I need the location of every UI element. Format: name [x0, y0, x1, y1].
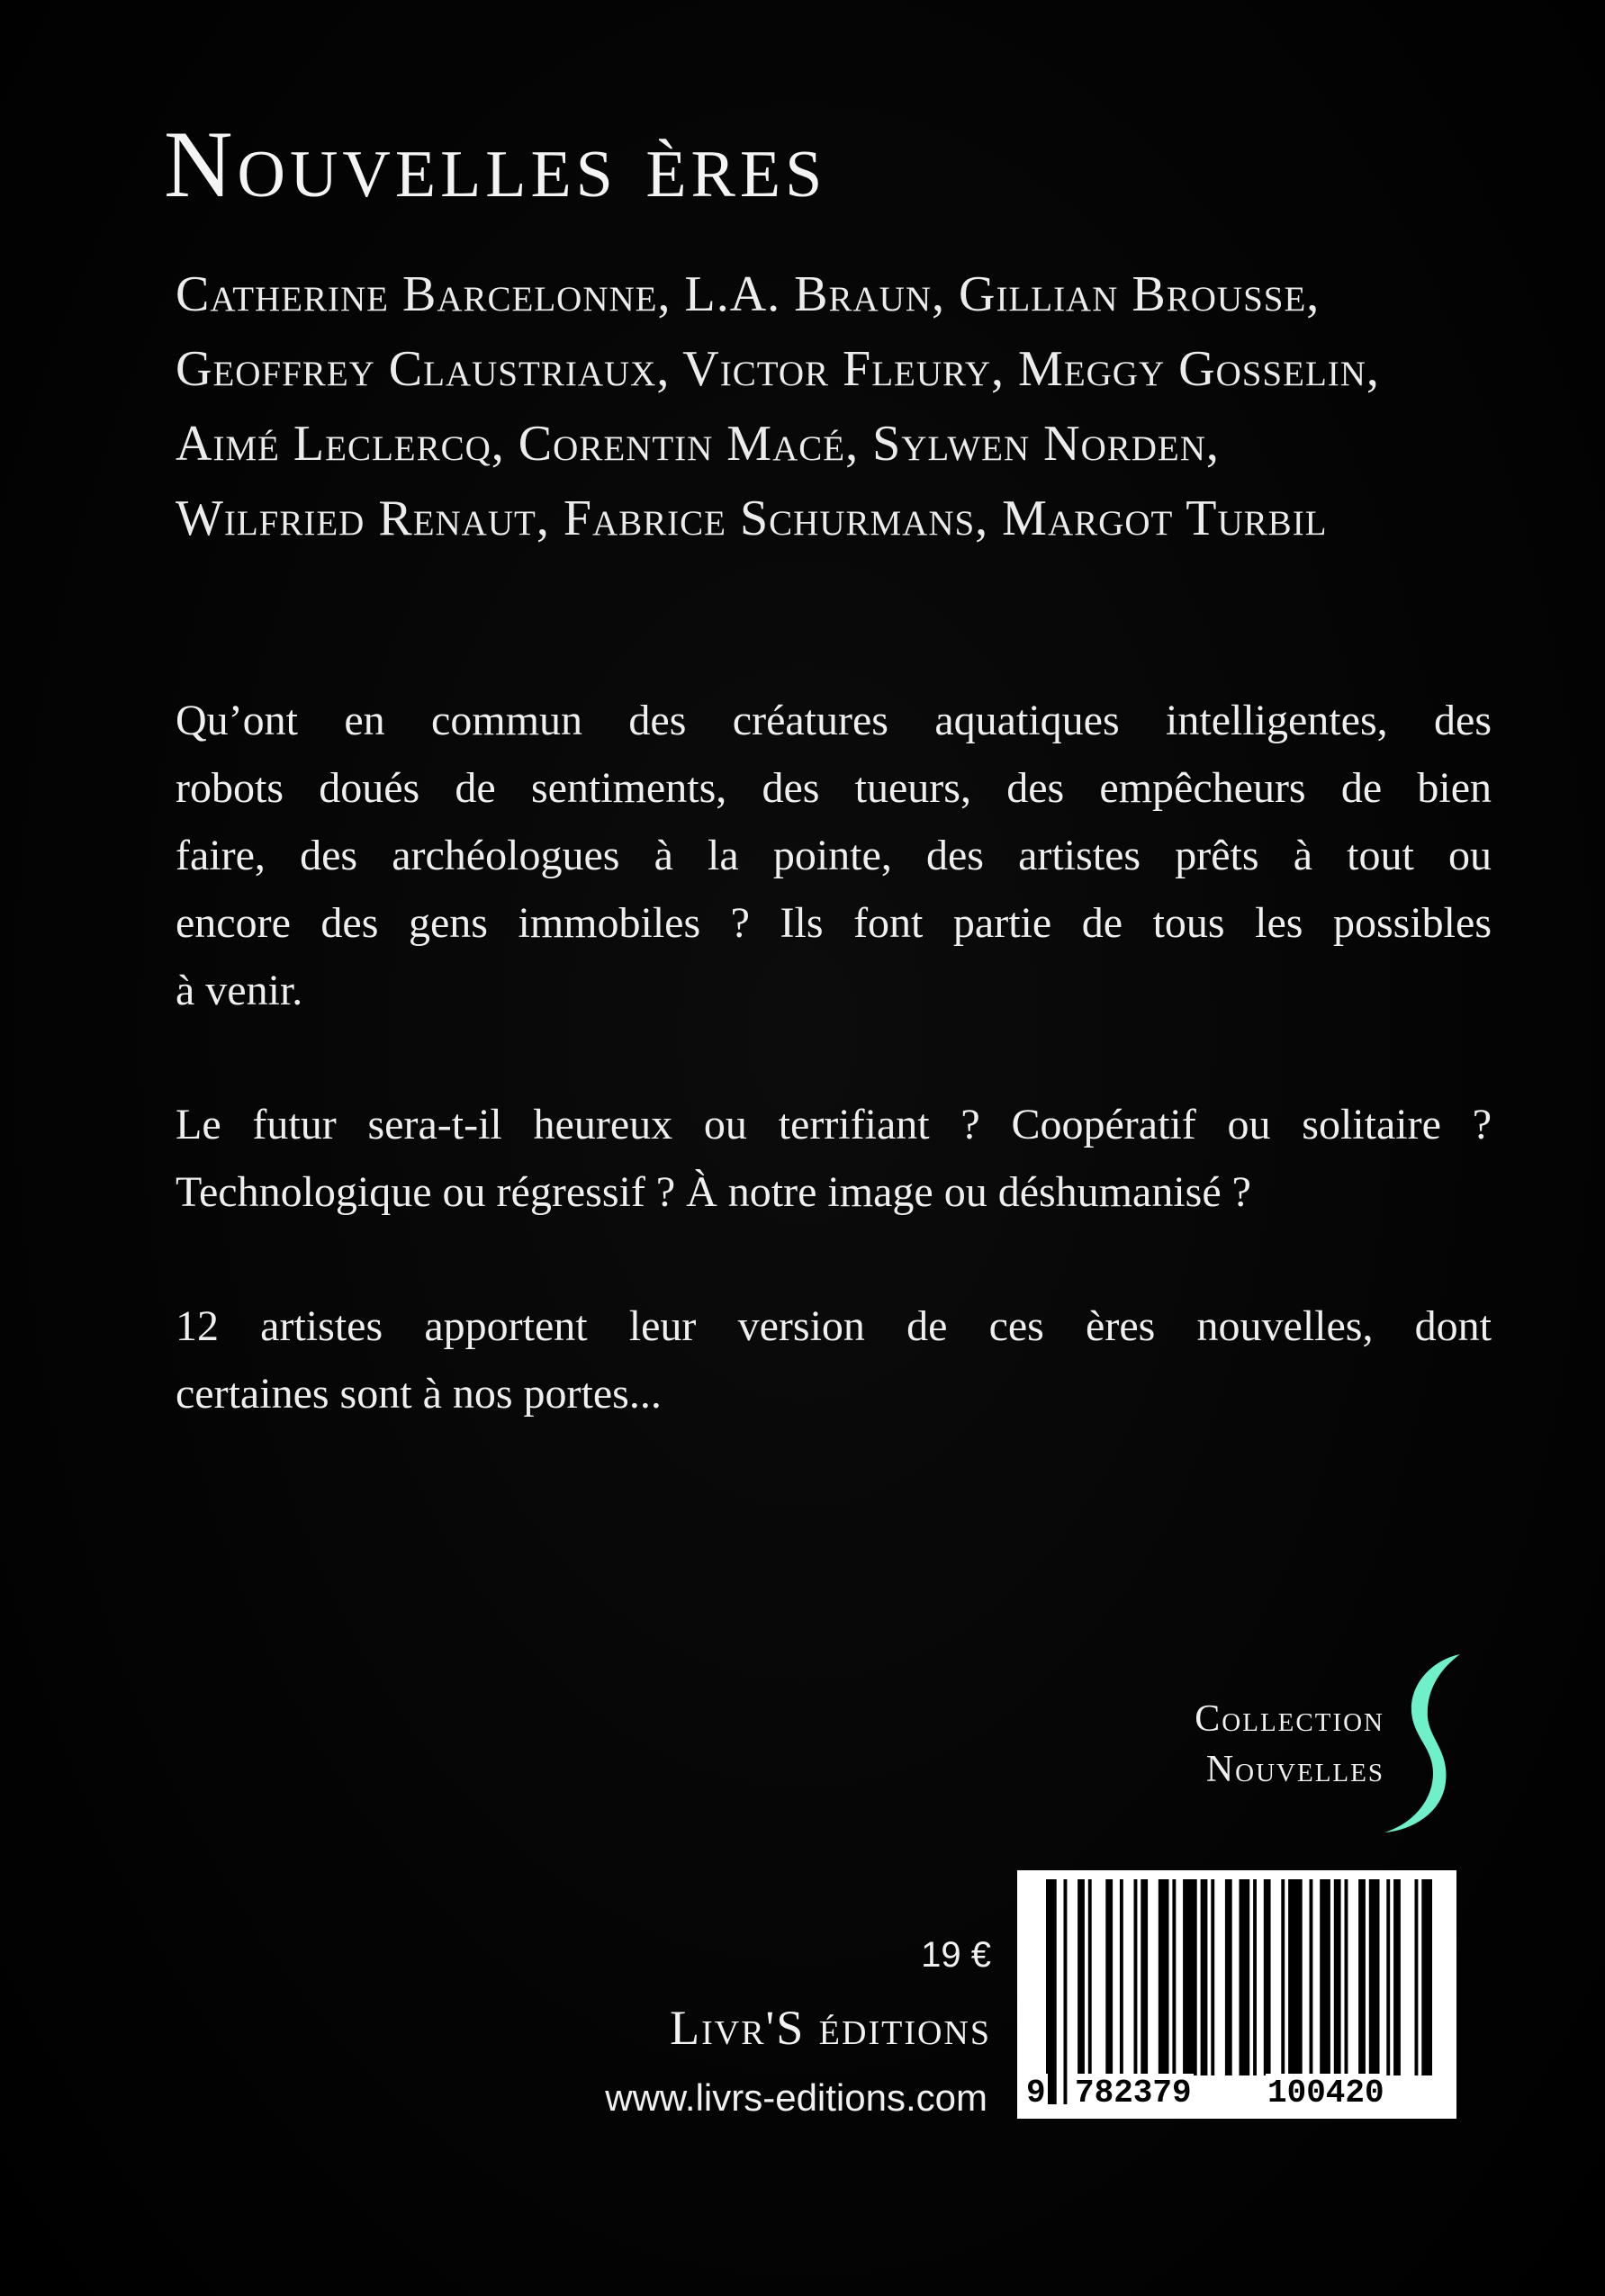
barcode-bar [1172, 1879, 1176, 2075]
blurb-line: encore des gens immobiles ? Ils font partie de tous les possibles [176, 899, 1492, 947]
blurb-line: certaines sont à nos portes... [176, 1370, 662, 1418]
barcode-bar [1358, 1879, 1366, 2075]
author-line: Aimé Leclercq, Corentin Macé, Sylwen Norden, [176, 416, 1220, 472]
collection-label-line-1: Collection [1195, 1698, 1384, 1740]
barcode-bar [1141, 1879, 1148, 2075]
barcode-bar [1105, 1879, 1113, 2075]
blurb-line: à venir. [176, 967, 303, 1014]
blurb-line: Technologique ou régressif ? À notre image ou déshumanisé ? [176, 1168, 1251, 1216]
collection-label [1195, 1694, 1384, 1795]
isbn-barcode [1017, 1870, 1456, 2119]
barcode-bar [1415, 1879, 1419, 2075]
barcode-bar [1183, 1879, 1197, 2075]
barcode-bar [1211, 1879, 1214, 2075]
barcode-bar [1225, 1879, 1232, 2075]
barcode-bar [1159, 1879, 1169, 2075]
author-line: Geoffrey Claustriaux, Victor Fleury, Meggy Gosselin, [176, 341, 1380, 397]
barcode-bar [1288, 1879, 1303, 2075]
author-line: Catherine Barcelonne, L.A. Braun, Gillian Brousse, [176, 266, 1321, 322]
barcode-bar [1421, 1879, 1432, 2075]
collection-badge [1062, 1647, 1485, 1845]
barcode-bar [1046, 1879, 1057, 2104]
blurb-line: robots doués de sentiments, des tueurs, des empêcheurs de bien [176, 764, 1492, 812]
publisher-name: Livr'S éditions [670, 2001, 991, 2055]
blurb-line: Qu’ont en commun des créatures aquatiques intelligentes, des [176, 697, 1492, 744]
barcode-bar [1393, 1879, 1401, 2075]
blurb-line: 12 artistes apportent leur version de ces ères nouvelles, dont [176, 1302, 1492, 1350]
barcode-digit-group: 9 [1026, 2075, 1046, 2111]
barcode-bar [1088, 1879, 1092, 2075]
barcode-bar [1386, 1879, 1390, 2075]
barcode-bar [1064, 1879, 1068, 2104]
barcode-bar [1253, 1879, 1257, 2075]
barcode-bar [1264, 1879, 1271, 2075]
barcode-bar [1369, 1879, 1380, 2075]
collection-s-logo-icon [1377, 1647, 1467, 1845]
price: 19 € [921, 1935, 991, 1975]
barcode-bar [1240, 1879, 1250, 2075]
barcode-bar [1334, 1879, 1341, 2075]
publisher-website: www.livrs-editions.com [605, 2076, 987, 2119]
author-line: Wilfried Renaut, Fabrice Schurmans, Margot Turbil [176, 491, 1328, 546]
blurb-line: faire, des archéologues à la pointe, des artistes prêts à tout ou [176, 832, 1492, 879]
barcode-bar [1281, 1879, 1285, 2075]
barcode-bar [1120, 1879, 1123, 2075]
barcode-bar [1078, 1879, 1085, 2075]
collection-label-line-2: Nouvelles [1205, 1749, 1384, 1790]
author-list [176, 263, 1508, 562]
blurb-line: Le futur sera-t-il heureux ou terrifiant ? Coopératif ou solitaire ? [176, 1101, 1492, 1148]
blurb-paragraph-2 [176, 1091, 1492, 1226]
s-logo-shape [1384, 1654, 1460, 1832]
barcode-digit-group: 782379 [1075, 2075, 1192, 2111]
barcode-bar [1134, 1879, 1138, 2075]
barcode-digit-group: 100420 [1267, 2075, 1384, 2111]
barcode-bar [1345, 1879, 1348, 2075]
blurb-paragraph-1 [176, 687, 1492, 1024]
blurb-paragraph-3 [176, 1292, 1492, 1427]
book-title: Nouvelles ères [164, 112, 827, 217]
barcode-digits [1017, 2074, 1456, 2113]
barcode-bar [1201, 1879, 1208, 2075]
barcode-bar [1310, 1879, 1313, 2075]
barcode-bar [1320, 1879, 1330, 2075]
